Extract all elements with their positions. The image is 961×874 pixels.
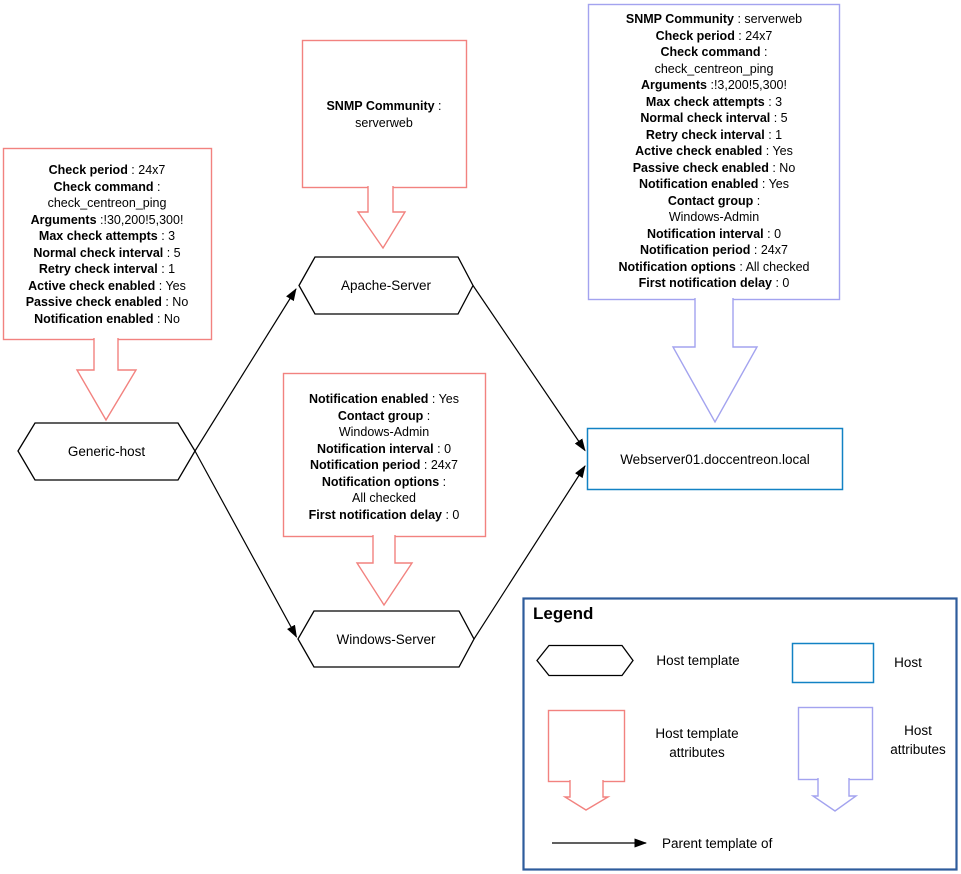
attr-line xyxy=(283,424,485,441)
node-generic-host-label: Generic-host xyxy=(67,444,146,459)
attr-value: : 1 xyxy=(157,262,176,276)
attr-line xyxy=(588,61,840,78)
attr-value: Windows-Admin xyxy=(668,210,760,224)
attr-value: Windows-Admin xyxy=(338,425,430,439)
host-attributes-arrow xyxy=(673,298,757,422)
legend-title: Legend xyxy=(533,604,594,623)
generic-host-attributes-text xyxy=(3,148,211,327)
attr-line xyxy=(588,28,840,45)
attr-value: check_centreon_ping xyxy=(47,196,167,210)
attr-value: : No xyxy=(161,295,189,309)
legend-host-template-label: Host template xyxy=(656,653,740,668)
apache-snmp-attributes-arrow xyxy=(358,186,405,248)
legend-host-label: Host xyxy=(894,655,922,670)
attr-line xyxy=(588,143,840,160)
attr-label: Notification options xyxy=(618,259,736,274)
attr-value: : xyxy=(760,45,768,59)
attr-label: Active check enabled xyxy=(28,278,156,293)
attr-line xyxy=(588,193,840,210)
attr-value: serverweb xyxy=(355,115,413,130)
attr-value: : 0 xyxy=(433,441,452,456)
attr-line xyxy=(283,490,485,507)
attr-value: :!3,200!5,300! xyxy=(707,78,787,92)
attr-line xyxy=(588,209,840,226)
attr-value: : 24x7 xyxy=(420,458,458,472)
attr-line xyxy=(588,226,840,243)
legend-host-swatch xyxy=(793,644,874,683)
attr-label: Notification options xyxy=(321,474,440,489)
legend-parent-label: Parent template of xyxy=(662,835,773,851)
attr-value: : xyxy=(753,193,761,208)
attr-label: First notification delay xyxy=(638,276,772,290)
attr-line xyxy=(302,115,466,132)
legend-host-attributes-label: Host attributes xyxy=(890,723,946,757)
attr-value: :!30,200!5,300! xyxy=(96,212,184,227)
node-windows-server-label: Windows-Server xyxy=(336,631,436,647)
attr-line xyxy=(588,176,840,193)
attr-line xyxy=(3,195,211,212)
apache-snmp-attributes-text xyxy=(302,40,466,131)
attr-label: Contact group xyxy=(667,193,754,208)
attr-label: Check period xyxy=(48,163,128,177)
attr-value: : No xyxy=(153,311,180,326)
attr-label: Notification interval xyxy=(316,441,434,456)
attr-label: Passive check enabled xyxy=(632,160,769,175)
attr-label: Notification period xyxy=(310,458,421,472)
node-apache-server-label: Apache-Server xyxy=(340,278,432,293)
attr-value: : xyxy=(439,474,447,489)
attr-label: Notification interval xyxy=(646,226,764,241)
attr-label: Normal check interval xyxy=(640,111,771,125)
attr-line xyxy=(3,311,211,328)
attr-value: : xyxy=(153,179,161,194)
attr-value: : No xyxy=(768,160,796,175)
attr-line xyxy=(588,160,840,177)
host-attributes-text xyxy=(588,4,840,292)
attr-label: Arguments xyxy=(641,78,708,92)
attr-value: : 0 xyxy=(441,507,460,522)
attr-line xyxy=(3,162,211,179)
attr-label: Normal check interval xyxy=(33,245,164,260)
attr-value: check_centreon_ping xyxy=(654,61,774,76)
attr-value: : Yes xyxy=(155,278,186,293)
attr-value: : All checked xyxy=(735,259,810,274)
attr-value: : 1 xyxy=(764,127,783,142)
edge-apache-to-webserver xyxy=(473,286,585,451)
attr-line xyxy=(3,212,211,229)
attr-label: Notification period xyxy=(640,243,751,257)
attr-line xyxy=(588,275,840,292)
attr-label: Check command xyxy=(660,45,761,59)
attr-label: Arguments xyxy=(30,212,97,227)
attr-label: Retry check interval xyxy=(645,127,765,142)
attr-value: : 24x7 xyxy=(750,243,788,257)
attr-line xyxy=(588,11,840,28)
attr-line xyxy=(3,228,211,245)
attr-line xyxy=(588,242,840,259)
attr-label: Notification enabled xyxy=(638,177,759,191)
attr-value: : 0 xyxy=(771,276,790,290)
attr-label: Notification enabled xyxy=(308,392,429,406)
attr-label: Max check attempts xyxy=(38,229,158,243)
attr-line xyxy=(3,245,211,262)
attr-label: Notification enabled xyxy=(34,311,154,326)
attr-line xyxy=(283,507,485,524)
attr-line xyxy=(588,94,840,111)
attr-value: : 24x7 xyxy=(127,163,166,177)
attr-value: : Yes xyxy=(758,177,790,191)
attr-line xyxy=(3,294,211,311)
attr-line xyxy=(283,474,485,491)
attr-label: SNMP Community xyxy=(625,12,735,26)
attr-value: : xyxy=(434,99,442,113)
attr-value: : 5 xyxy=(163,245,181,260)
attr-value: : 24x7 xyxy=(734,28,773,43)
attr-label: Check period xyxy=(655,28,735,43)
node-webserver01-label: Webserver01.doccentreon.local xyxy=(620,451,810,467)
attr-label: Active check enabled xyxy=(635,144,763,158)
legend-host-attributes-swatch-arrow xyxy=(813,778,856,811)
attr-label: Retry check interval xyxy=(38,262,158,276)
attr-line xyxy=(3,261,211,278)
attr-line xyxy=(283,391,485,408)
attr-line xyxy=(588,259,840,276)
attr-line xyxy=(588,127,840,144)
attr-label: Contact group xyxy=(337,408,424,423)
attr-value: : 5 xyxy=(770,111,788,125)
attr-line xyxy=(3,278,211,295)
attr-value: : 0 xyxy=(763,226,782,241)
legend-host-template-attributes-label: Host template attributes xyxy=(655,726,739,760)
attr-value: All checked xyxy=(352,491,416,505)
attr-value: : serverweb xyxy=(734,12,803,26)
attr-line xyxy=(588,44,840,61)
attr-label: Max check attempts xyxy=(645,94,765,109)
legend-host-attributes-swatch xyxy=(799,708,873,780)
attr-line xyxy=(588,77,840,94)
generic-host-attributes-arrow xyxy=(77,338,136,420)
attr-label: Check command xyxy=(53,179,154,194)
attr-value: : Yes xyxy=(428,392,460,406)
attr-line xyxy=(283,408,485,425)
attr-label: SNMP Community xyxy=(326,99,435,113)
attr-value: : 3 xyxy=(157,229,176,243)
attr-line xyxy=(3,179,211,196)
attr-line xyxy=(302,98,466,115)
attr-value: : Yes xyxy=(762,144,793,158)
attr-label: First notification delay xyxy=(308,507,442,522)
attr-value: : xyxy=(423,408,431,423)
attr-label: Passive check enabled xyxy=(25,295,162,309)
attr-line xyxy=(588,110,840,127)
attr-line xyxy=(283,441,485,458)
windows-notification-attributes-text xyxy=(283,373,485,523)
windows-notification-attributes-arrow xyxy=(357,535,412,605)
attr-value: : 3 xyxy=(764,94,783,109)
legend-host-template-swatch xyxy=(537,646,633,676)
legend-host-template-attributes-swatch xyxy=(549,711,625,782)
attr-line xyxy=(283,457,485,474)
legend-host-template-attributes-swatch-arrow xyxy=(565,780,608,810)
edge-generic-to-windows xyxy=(195,451,297,637)
